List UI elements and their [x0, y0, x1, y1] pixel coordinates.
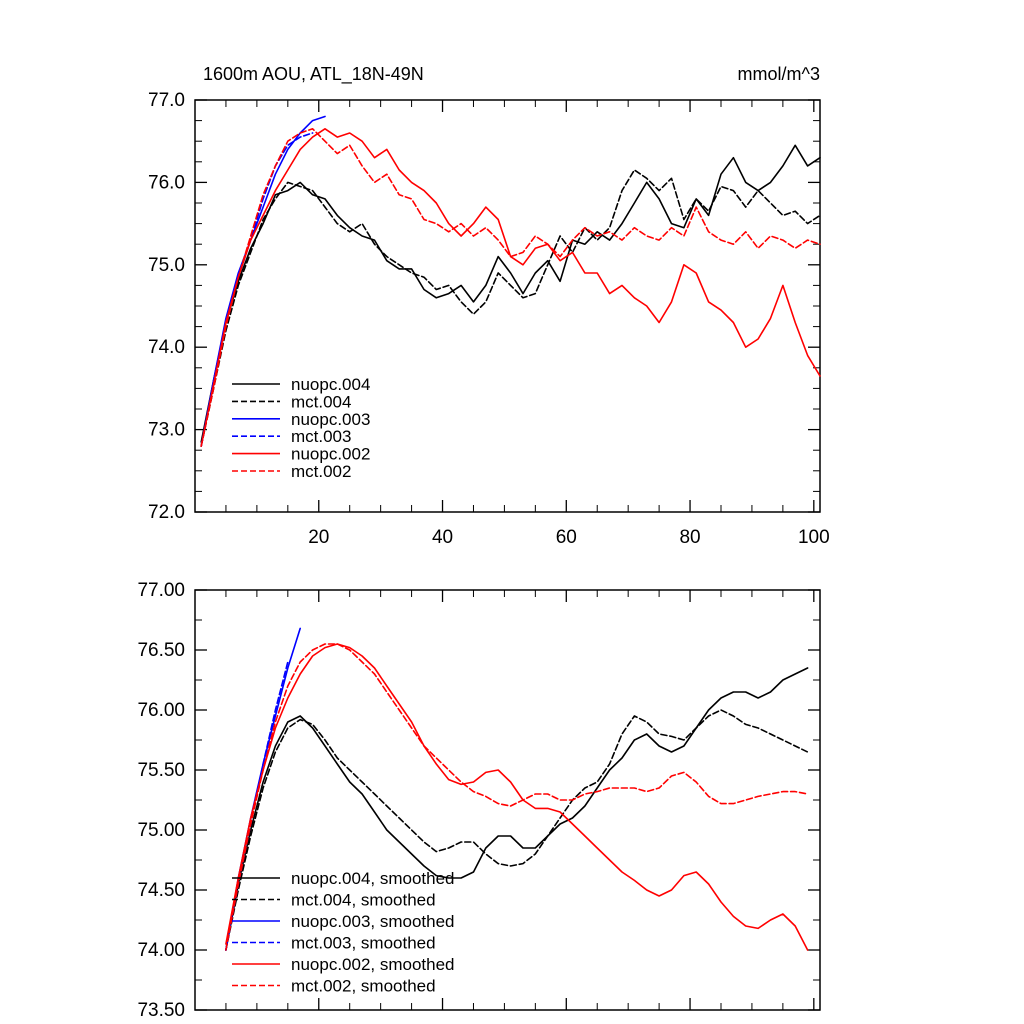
legend-label-mct-004: mct.004	[291, 392, 352, 412]
y-tick-label: 76.0	[148, 172, 185, 194]
legend-label-mct-003-smoothed: mct.003, smoothed	[291, 933, 436, 953]
y-tick-label: 74.0	[148, 337, 185, 359]
top-chart-title: 1600m AOU, ATL_18N-49N	[203, 64, 424, 84]
legend-label-nuopc-004-smoothed: nuopc.004, smoothed	[291, 869, 455, 888]
legend-label-nuopc-004: nuopc.004	[291, 375, 371, 394]
y-tick-label: 73.50	[137, 1000, 185, 1021]
legend-label-mct-002: mct.002	[291, 462, 352, 481]
y-tick-label: 74.50	[137, 880, 185, 901]
legend-label-mct-002-smoothed: mct.002, smoothed	[291, 976, 436, 996]
y-tick-label: 75.00	[137, 820, 185, 841]
legend-label-nuopc-003-smoothed: nuopc.003, smoothed	[291, 912, 455, 931]
x-tick-label: 40	[431, 527, 454, 548]
y-tick-label: 76.00	[137, 700, 185, 721]
top-chart-units-label: mmol/m^3	[737, 64, 820, 84]
chart-0	[148, 90, 830, 548]
x-tick-label: 20	[308, 527, 330, 548]
x-tick-label: 100	[797, 527, 830, 548]
legend-label-mct-003: mct.003	[291, 427, 352, 447]
plot-border	[195, 100, 820, 512]
plot-border	[195, 590, 820, 1010]
y-tick-label: 75.50	[137, 760, 185, 781]
chart-1	[137, 580, 820, 1021]
y-tick-label: 74.00	[137, 940, 185, 961]
x-tick-label: 60	[555, 527, 577, 548]
y-tick-label: 72.0	[148, 502, 185, 523]
x-tick-label: 80	[679, 527, 701, 548]
legend-label-nuopc-002: nuopc.002	[291, 444, 371, 464]
y-tick-label: 77.00	[137, 580, 185, 601]
legend-label-nuopc-002-smoothed: nuopc.002, smoothed	[291, 955, 455, 974]
y-tick-label: 73.0	[148, 419, 185, 441]
y-tick-label: 76.50	[137, 640, 185, 661]
legend-label-mct-004-smoothed: mct.004, smoothed	[291, 890, 436, 910]
legend-label-nuopc-003: nuopc.003	[291, 409, 371, 429]
y-tick-label: 75.0	[148, 254, 185, 276]
y-tick-label: 77.0	[148, 90, 185, 111]
